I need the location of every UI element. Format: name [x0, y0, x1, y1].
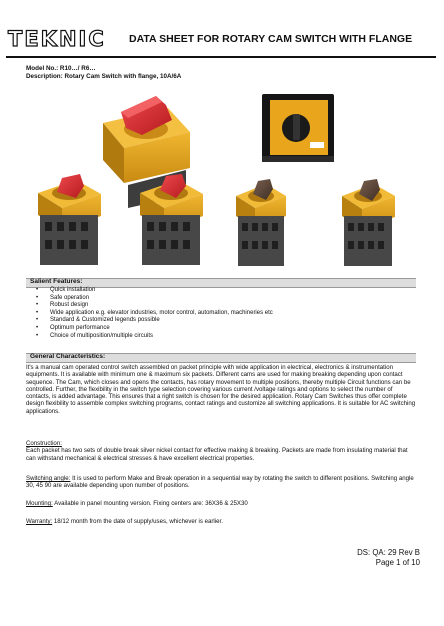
list-item: • Robust design: [36, 302, 273, 310]
construction-section: [26, 440, 418, 462]
features-heading: Salient Features:: [30, 278, 83, 285]
mounting-section: [26, 500, 418, 507]
document-reference: DS: QA: 29 Rev B: [357, 548, 420, 557]
list-item: • Choice of multiposition/multiple circuits: [36, 333, 273, 341]
list-item: • Quick installation: [36, 287, 273, 295]
list-item: • Optimum performance: [36, 325, 273, 333]
page-number: Page 1 of 10: [375, 558, 420, 567]
switching-angle-text: It is used to perform Make and Break operation in a sequential way by rotating the switch to different positions. Switching angle 30, 45 90 are available depending upon number of positions.: [26, 475, 414, 490]
warranty-section: [26, 518, 418, 525]
product-photos: [0, 80, 444, 280]
switch-red-1-photo: [38, 174, 101, 265]
general-paragraph: It's a manual cam operated control switch assembled on packet principle with wide application in electrical, electronics & instrumentation equipments. It is available with minimum one & maximum six packets. Different cams are used for making breaking depending upon contact sequence. The Cam, which closes and opens the contacts, has rotary movement to multiple positions, thereby multiple Circuit functions can be controlled. Further, the flexibility in the switch type selection covering various current /voltage ratings and options to select the number of contacts, is added advantage. This ensures that a right switch is chosen for the desired application. Rotary Cam Switches thus offer complete design flexibility to assemble complex switching programs, contact ratings and customize all switching applications. It is suitable for AC switching applications.: [26, 364, 416, 415]
model-number: Model No.: R10…/ R6…: [26, 65, 96, 72]
list-item: • Standard & Customized legends possible: [36, 317, 273, 325]
mounting-text: Available in panel mounting version. Fixing centers are: 36X36 & 25X30: [52, 500, 248, 507]
features-list: [36, 287, 273, 340]
switching-angle-section: [26, 475, 418, 490]
switch-front-view-photo: [262, 94, 334, 162]
header-rule: [6, 56, 436, 58]
switch-brown-1-photo: [236, 179, 286, 266]
general-heading: General Characteristics:: [30, 353, 106, 360]
model-block: [26, 65, 181, 81]
list-item: • Safe operation: [36, 295, 273, 303]
teknic-logo: TEKNIC: [8, 27, 106, 51]
switching-angle-label: Switching angle:: [26, 475, 71, 482]
construction-text: Each packet has two sets of double break silver nickel contact for effective making & breaking. Packets are made from insulating material that can withstand mechanical & electrical stresses & have excellent electrical properties.: [26, 447, 408, 462]
construction-label: Construction:: [26, 440, 62, 447]
page-title: DATA SHEET FOR ROTARY CAM SWITCH WITH FLANGE: [129, 33, 413, 45]
warranty-text: 18/12 month from the date of supply/uses, whichever is earlier.: [52, 518, 223, 525]
switch-brown-2-photo: [342, 179, 395, 266]
warranty-label: Warranty:: [26, 518, 53, 525]
list-item: • Wide application e.g. elevator industries, motor control, automation, machineries etc: [36, 310, 273, 318]
mounting-label: Mounting:: [26, 500, 53, 507]
model-description: Description: Rotary Cam Switch with flange, 10A/6A: [26, 73, 182, 80]
